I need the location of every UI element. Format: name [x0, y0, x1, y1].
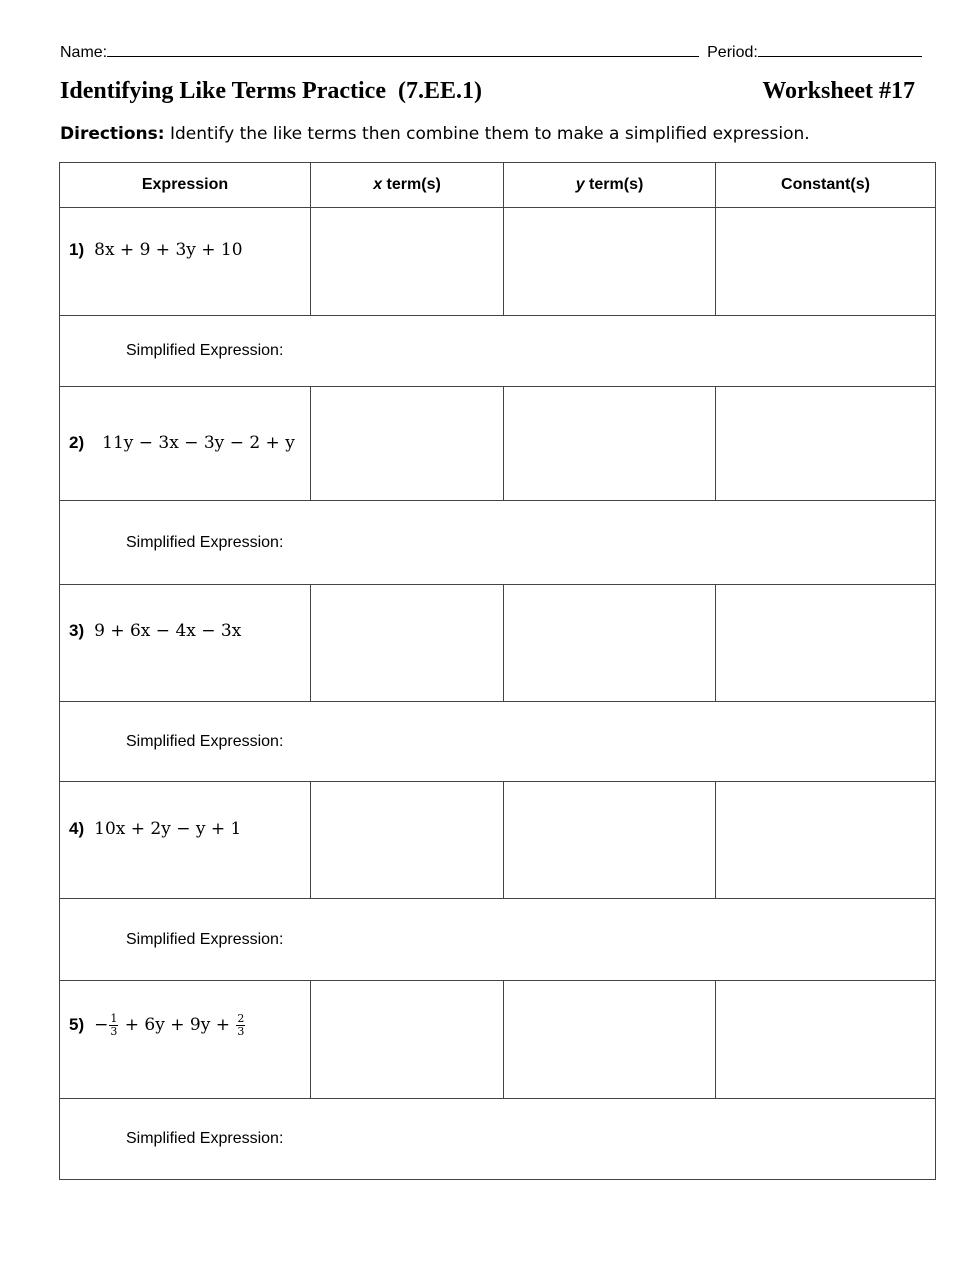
x-suffix: term(s) — [382, 176, 441, 193]
problem-row — [60, 585, 936, 702]
simplified-cell[interactable] — [60, 1099, 936, 1180]
problem-number: 1) — [69, 240, 85, 259]
x-terms-cell[interactable] — [311, 782, 504, 899]
simplified-label: Simplified Expression: — [126, 533, 284, 551]
problem-row — [60, 208, 936, 316]
expression-cell — [60, 387, 311, 501]
simplified-row — [60, 316, 936, 387]
simplified-label: Simplified Expression: — [126, 930, 284, 948]
col-y-terms — [504, 163, 716, 208]
directions-label: Directions: — [60, 124, 165, 144]
problem-number: 2) — [69, 433, 85, 452]
x-terms-cell[interactable] — [311, 981, 504, 1099]
expression — [94, 1012, 246, 1038]
problem-row — [60, 782, 936, 899]
title-row — [60, 78, 915, 105]
x-terms-cell[interactable] — [311, 208, 504, 316]
fraction-one-third: $\frac{1}{3}$ — [110, 1012, 118, 1038]
col-expression: Expression — [60, 163, 311, 208]
period-label: Period: — [707, 44, 758, 61]
expression-cell — [60, 208, 311, 316]
expression-cell — [60, 782, 311, 899]
x-terms-cell[interactable] — [311, 585, 504, 702]
y-terms-cell[interactable] — [504, 782, 716, 899]
period-field[interactable] — [758, 40, 922, 57]
simplified-cell[interactable] — [60, 702, 936, 782]
problem-number: 5) — [69, 1015, 85, 1034]
directions — [60, 124, 930, 144]
y-terms-cell[interactable] — [504, 208, 716, 316]
directions-text: Identify the like terms then combine them to make a simplified expression. — [164, 124, 810, 144]
expression: 8x + 9 + 3y + 10 — [94, 240, 243, 260]
simplified-row — [60, 702, 936, 782]
expression: 11y − 3x − 3y − 2 + y — [102, 433, 295, 453]
header-line — [60, 40, 922, 62]
y-terms-cell[interactable] — [504, 387, 716, 501]
x-terms-cell[interactable] — [311, 387, 504, 501]
expr-lead: − — [94, 1015, 109, 1035]
col-x-terms — [311, 163, 504, 208]
problem-row — [60, 387, 936, 501]
simplified-label: Simplified Expression: — [126, 342, 284, 359]
simplified-cell[interactable] — [60, 316, 936, 387]
expression-cell — [60, 981, 311, 1099]
worksheet-number: Worksheet #17 — [762, 78, 915, 104]
worksheet-title: Identifying Like Terms Practice (7.EE.1) — [60, 78, 482, 104]
y-terms-cell[interactable] — [504, 981, 716, 1099]
constants-cell[interactable] — [716, 208, 936, 316]
simplified-label: Simplified Expression: — [126, 1130, 284, 1147]
expression: 10x + 2y − y + 1 — [94, 819, 242, 839]
y-var: y — [575, 176, 585, 193]
y-terms-cell[interactable] — [504, 585, 716, 702]
simplified-label: Simplified Expression: — [126, 732, 284, 750]
constants-cell[interactable] — [716, 782, 936, 899]
constants-cell[interactable] — [716, 387, 936, 501]
name-field[interactable] — [107, 40, 699, 57]
constants-cell[interactable] — [716, 585, 936, 702]
simplified-row — [60, 1099, 936, 1180]
expr-mid: + 6y + 9y + — [119, 1015, 236, 1035]
fraction-two-thirds: $\frac{2}{3}$ — [237, 1012, 245, 1038]
worksheet-table — [59, 162, 936, 1180]
simplified-row — [60, 899, 936, 981]
constants-cell[interactable] — [716, 981, 936, 1099]
expression: 9 + 6x − 4x − 3x — [94, 621, 242, 641]
simplified-row — [60, 501, 936, 585]
problem-number: 4) — [69, 819, 85, 838]
name-label: Name: — [60, 44, 108, 61]
problem-number: 3) — [69, 621, 85, 640]
simplified-cell[interactable] — [60, 899, 936, 981]
problem-row — [60, 981, 936, 1099]
col-constants: Constant(s) — [716, 163, 936, 208]
table-header-row — [60, 163, 936, 208]
simplified-cell[interactable] — [60, 501, 936, 585]
expression-cell — [60, 585, 311, 702]
y-suffix: term(s) — [584, 176, 644, 193]
x-var: x — [373, 176, 383, 193]
